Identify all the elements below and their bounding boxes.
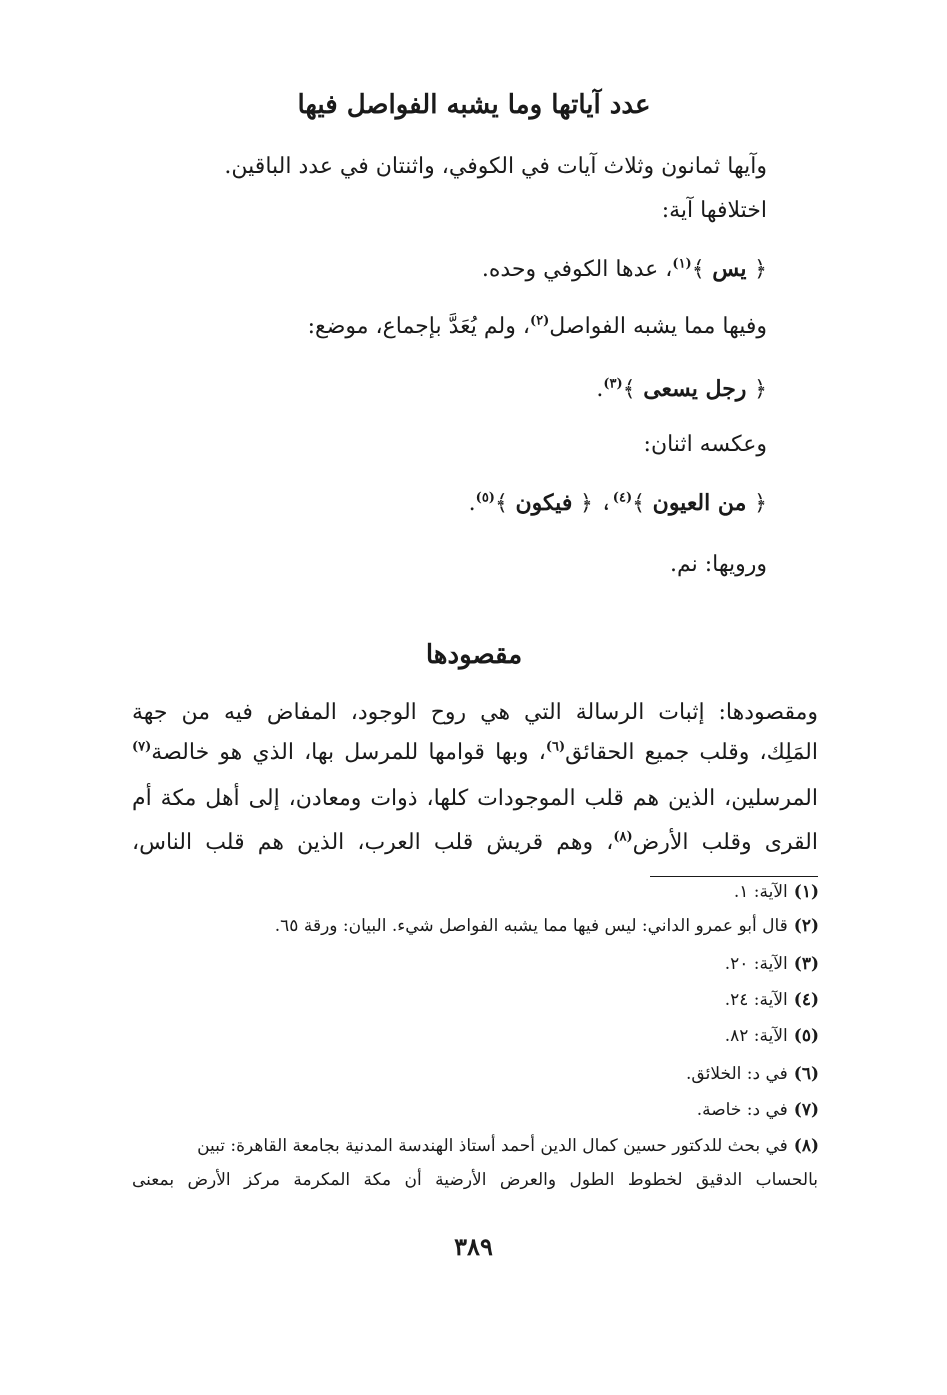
text-line-rhyme: ورويها: نم. <box>669 552 767 577</box>
footnote-number: (٥) <box>793 1026 819 1046</box>
footnote-separator-rule <box>650 876 818 877</box>
quran-verse-rajul-yasaa <box>623 376 767 402</box>
footnote-text: الآية: ٢٠. <box>724 954 788 974</box>
paragraph-line-4 <box>132 828 818 858</box>
ornate-bracket-close: ﴾ <box>691 257 705 282</box>
footnote-text: في د: خاصة. <box>696 1100 788 1120</box>
ornate-bracket-close: ﴾ <box>632 491 645 516</box>
quran-verse-min-al-uyun <box>632 490 767 516</box>
text-line-verse-count: وآيها ثمانون وثلاث آيات في الكوفي، واثنتان في عدد الباقين. <box>224 154 767 179</box>
footnote-text: قال أبو عمرو الداني: ليس فيها مما يشبه الفواصل شيء. البيان: ورقة ٦٥. <box>274 916 788 936</box>
ornate-bracket-open: ﴿ <box>754 257 767 282</box>
footnote-ref-2: (٢) <box>529 313 550 329</box>
text-line-reverse: وعكسه اثنان: <box>643 432 767 457</box>
text-line-yasin <box>127 254 767 285</box>
footnote-6 <box>129 1062 819 1086</box>
footnote-5 <box>129 1024 819 1048</box>
footnote-text: الآية: ١. <box>733 882 788 902</box>
ornate-bracket-open: ﴿ <box>754 491 767 516</box>
quran-verse-yasin <box>692 256 767 282</box>
line-text: القرى وقلب الأرض <box>632 830 819 855</box>
footnote-text: الآية: ٨٢. <box>724 1026 788 1046</box>
footnote-ref-4: (٤) <box>612 490 633 506</box>
footnote-number: (٨) <box>793 1136 819 1156</box>
footnote-text: في بحث للدكتور حسين كمال الدين أحمد أستاذ الهندسة المدنية بجامعة القاهرة: تبين <box>197 1136 788 1156</box>
footnote-number: (٧) <box>793 1100 819 1120</box>
footnote-2 <box>129 914 819 938</box>
verse-text: يس <box>712 256 747 282</box>
footnote-8-continuation: بالحساب الدقيق لخطوط الطول والعرض الأرضية أن مكة المكرمة مركز الأرض بمعنى <box>132 1170 818 1190</box>
footnote-text: في د: الخلائق. <box>686 1064 788 1084</box>
quran-verse-fayakun <box>495 490 593 516</box>
section-heading-purpose: مقصودها <box>425 640 523 670</box>
footnote-number: (٤) <box>793 990 819 1010</box>
text-line-two-verses <box>127 488 767 519</box>
footnote-number: (٦) <box>793 1064 819 1084</box>
line-text: ، ولم يُعَدَّ بإجماع، موضع: <box>307 314 530 339</box>
paragraph-line-3: المرسلين، الذين هم قلب الموجودات كلها، ذوات ومعادن، إلى أهل مكة أم <box>132 786 818 811</box>
ornate-bracket-close: ﴾ <box>494 491 508 516</box>
footnote-ref-1: (١) <box>672 256 692 272</box>
page-number: ٣٨٩ <box>454 1232 493 1261</box>
footnote-number: (٢) <box>793 916 819 936</box>
line-text: . <box>468 491 476 516</box>
footnote-4 <box>129 988 819 1012</box>
text-line-rajul-yasaa <box>127 374 767 405</box>
footnote-3 <box>129 952 819 976</box>
ornate-bracket-open: ﴿ <box>754 377 767 402</box>
text-line-difference: اختلافها آية: <box>661 198 767 223</box>
footnote-number: (١) <box>793 882 819 902</box>
line-text: . <box>596 377 604 402</box>
footnote-number: (٣) <box>793 954 819 974</box>
separator: ، <box>599 491 613 516</box>
section-heading-verse-count: عدد آياتها وما يشبه الفواصل فيها <box>297 90 651 120</box>
footnote-7 <box>129 1098 819 1122</box>
verse-text: فيكون <box>515 490 573 516</box>
line-text: ، وهم قريش قلب العرب، الذين هم قلب الناس، <box>132 830 614 855</box>
footnote-text: الآية: ٢٤. <box>724 990 788 1010</box>
paragraph-line-2 <box>132 738 818 768</box>
verse-text: رجل يسعى <box>643 376 747 402</box>
footnote-ref-7: (٧) <box>132 739 152 755</box>
paragraph-line-1: ومقصودها: إثبات الرسالة التي هي روح الوجود، المفاض فيه من جهة <box>132 700 818 725</box>
footnote-ref-6: (٦) <box>545 739 566 755</box>
verse-text: من العيون <box>652 490 747 516</box>
ornate-bracket-open: ﴿ <box>580 491 593 516</box>
footnote-ref-5: (٥) <box>475 490 495 506</box>
line-text: المَلِك، وقلب جميع الحقائق <box>565 740 818 765</box>
footnote-ref-8: (٨) <box>613 829 633 845</box>
line-text: وفيها مما يشبه الفواصل <box>549 314 767 339</box>
text-line-similar-separators <box>127 312 767 342</box>
footnote-8 <box>129 1134 819 1158</box>
ornate-bracket-close: ﴾ <box>622 377 636 402</box>
line-text: ، عدها الكوفي وحده. <box>481 257 673 282</box>
line-text: ، وبها قوامها للمرسل بها، الذي هو خالصة <box>151 740 546 765</box>
footnote-1 <box>129 880 819 904</box>
footnote-ref-3: (٣) <box>603 376 623 392</box>
